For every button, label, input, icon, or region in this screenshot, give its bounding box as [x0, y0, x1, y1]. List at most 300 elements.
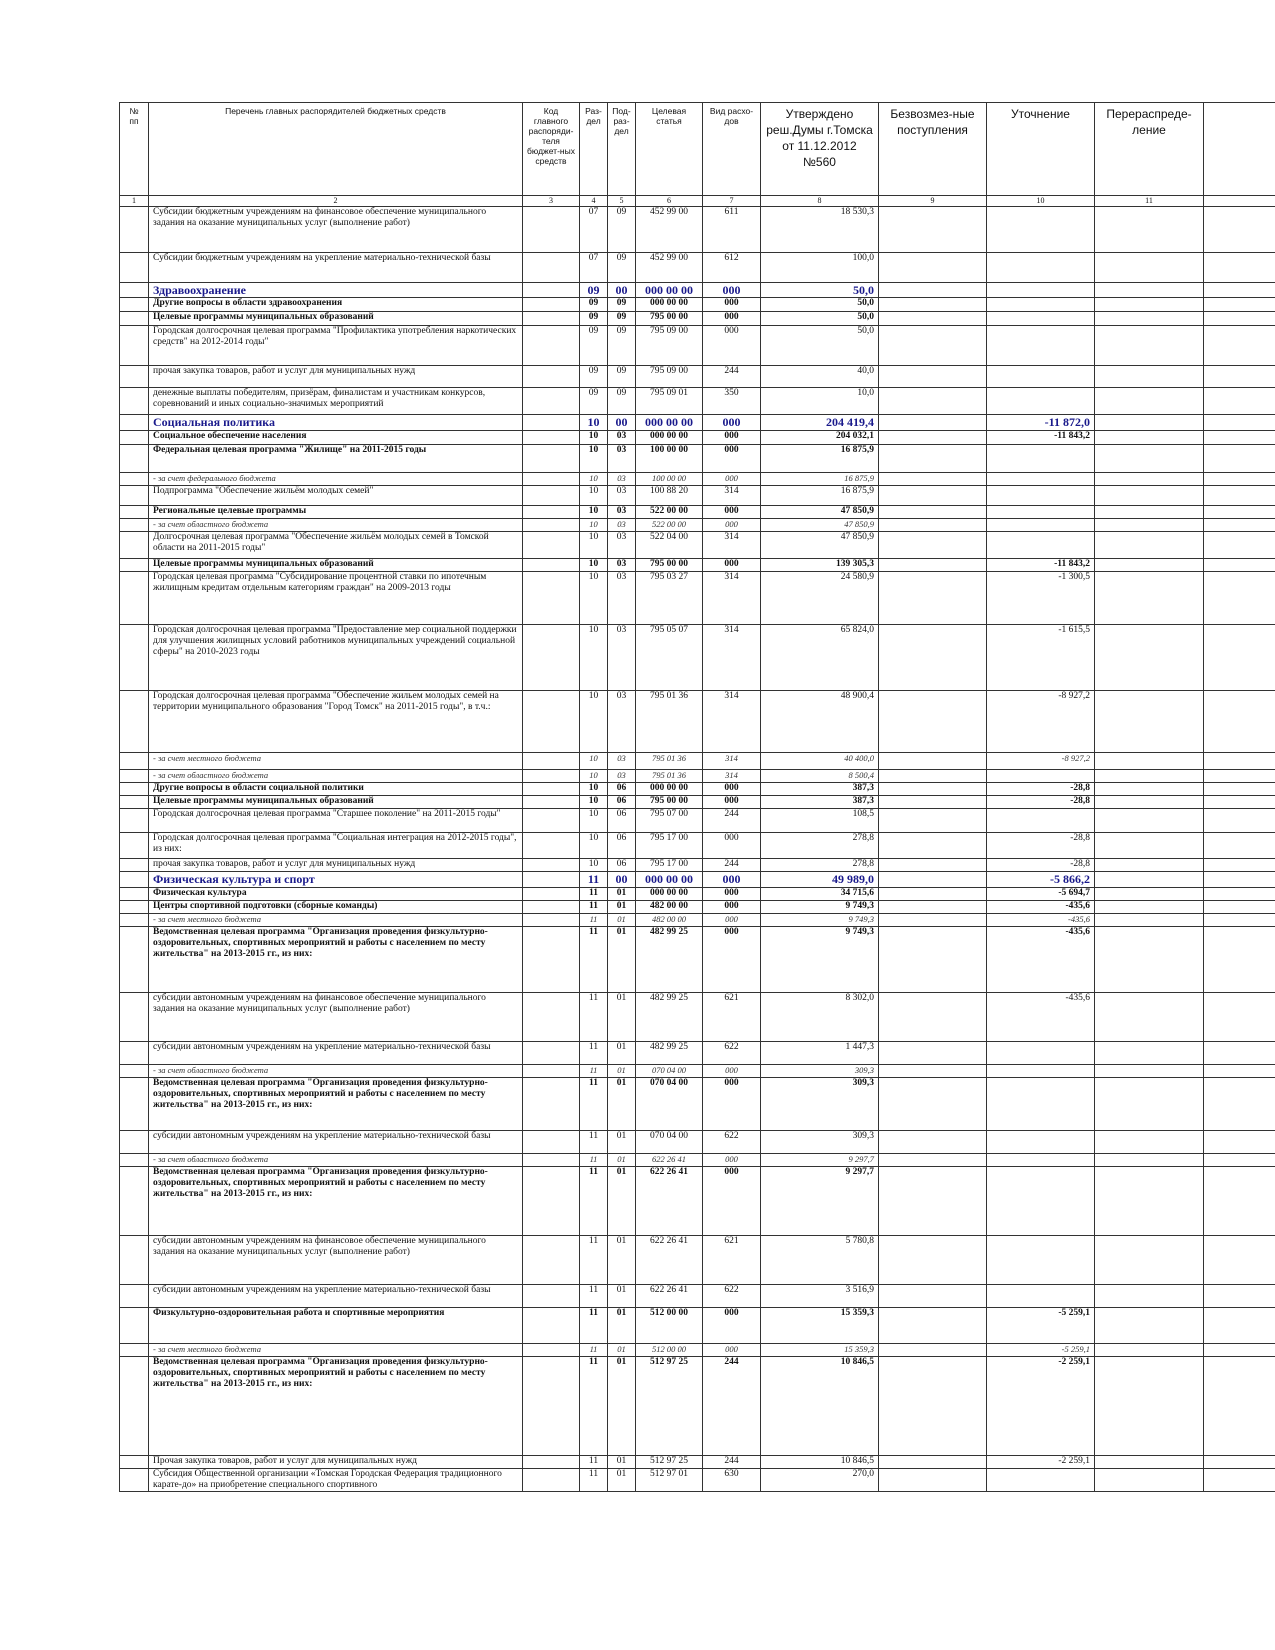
- row-utoch-cell: [987, 1065, 1095, 1078]
- row-razdel-cell: 11: [580, 1065, 608, 1078]
- row-utv-cell: 9 749,3: [761, 927, 879, 993]
- row-number-cell: [120, 1469, 149, 1492]
- row-number-cell: [120, 993, 149, 1042]
- row-razdel-cell: 10: [580, 691, 608, 753]
- row-name-cell: Городская долгосрочная целевая программа "Старшее поколение" на 2011-2015 годы": [149, 809, 523, 833]
- row-extra-cell: [1204, 796, 1275, 809]
- row-tsel-statya-cell: 522 04 00: [636, 532, 703, 559]
- row-utv-cell: 9 749,3: [761, 901, 879, 914]
- row-utoch-cell: -5 259,1: [987, 1344, 1095, 1357]
- row-tsel-statya-cell: 000 00 00: [636, 431, 703, 445]
- row-kod-cell: [523, 1065, 580, 1078]
- column-number: 6: [636, 196, 703, 207]
- row-pereraspr-cell: [1095, 473, 1204, 486]
- row-tsel-statya-cell: 795 17 00: [636, 833, 703, 859]
- row-number-cell: [120, 445, 149, 473]
- row-bezvozm-cell: [879, 901, 987, 914]
- row-extra-cell: [1204, 572, 1275, 625]
- row-name-cell: Другие вопросы в области социальной политики: [149, 783, 523, 796]
- row-number-cell: [120, 901, 149, 914]
- row-extra-cell: [1204, 388, 1275, 415]
- row-razdel-cell: 11: [580, 1236, 608, 1285]
- row-utoch-cell: [987, 1469, 1095, 1492]
- row-tsel-statya-cell: 622 26 41: [636, 1285, 703, 1308]
- row-utoch-cell: [987, 486, 1095, 506]
- row-tsel-statya-cell: 795 00 00: [636, 559, 703, 572]
- row-kod-cell: [523, 993, 580, 1042]
- row-utv-cell: 49 989,0: [761, 872, 879, 888]
- row-vid-cell: 000: [703, 901, 761, 914]
- row-number-cell: [120, 833, 149, 859]
- row-tsel-statya-cell: 070 04 00: [636, 1131, 703, 1154]
- row-kod-cell: [523, 833, 580, 859]
- row-number-cell: [120, 298, 149, 312]
- row-bezvozm-cell: [879, 1065, 987, 1078]
- row-bezvozm-cell: [879, 445, 987, 473]
- row-tsel-statya-cell: 795 01 36: [636, 691, 703, 753]
- row-tsel-statya-cell: 512 97 25: [636, 1357, 703, 1456]
- table-row: [120, 519, 1275, 532]
- table-row: [120, 901, 1275, 914]
- row-bezvozm-cell: [879, 770, 987, 783]
- row-utoch-cell: -11 843,2: [987, 431, 1095, 445]
- row-vid-cell: 314: [703, 625, 761, 691]
- row-kod-cell: [523, 519, 580, 532]
- row-number-cell: [120, 572, 149, 625]
- row-utoch-cell: [987, 1236, 1095, 1285]
- row-tsel-statya-cell: 000 00 00: [636, 888, 703, 901]
- column-number: 1: [120, 196, 149, 207]
- row-vid-cell: 611: [703, 207, 761, 253]
- header-name: Перечень главных распорядителей бюджетных средств: [149, 103, 523, 196]
- row-vid-cell: 000: [703, 326, 761, 366]
- row-pereraspr-cell: [1095, 1078, 1204, 1131]
- row-kod-cell: [523, 927, 580, 993]
- row-bezvozm-cell: [879, 783, 987, 796]
- row-razdel-cell: 11: [580, 1042, 608, 1065]
- table-row: [120, 253, 1275, 283]
- row-utv-cell: 3 516,9: [761, 1285, 879, 1308]
- row-utv-cell: 204 419,4: [761, 415, 879, 431]
- row-utoch-cell: [987, 1154, 1095, 1167]
- table-row: [120, 1078, 1275, 1131]
- row-pereraspr-cell: [1095, 1357, 1204, 1456]
- row-razdel-cell: 10: [580, 415, 608, 431]
- row-utv-cell: 1 447,3: [761, 1042, 879, 1065]
- row-pereraspr-cell: [1095, 753, 1204, 770]
- row-bezvozm-cell: [879, 927, 987, 993]
- table-body: [120, 207, 1275, 1492]
- row-vid-cell: 314: [703, 770, 761, 783]
- row-extra-cell: [1204, 519, 1275, 532]
- row-number-cell: [120, 770, 149, 783]
- table-row: [120, 927, 1275, 993]
- row-tsel-statya-cell: 622 26 41: [636, 1154, 703, 1167]
- row-extra-cell: [1204, 1042, 1275, 1065]
- table-row: [120, 486, 1275, 506]
- row-extra-cell: [1204, 927, 1275, 993]
- row-name-cell: Физическая культура: [149, 888, 523, 901]
- row-extra-cell: [1204, 326, 1275, 366]
- row-extra-cell: [1204, 253, 1275, 283]
- table-row: [120, 1154, 1275, 1167]
- row-utv-cell: 47 850,9: [761, 519, 879, 532]
- row-utv-cell: 50,0: [761, 283, 879, 298]
- row-kod-cell: [523, 888, 580, 901]
- row-podrazdel-cell: 03: [608, 519, 636, 532]
- row-bezvozm-cell: [879, 809, 987, 833]
- row-kod-cell: [523, 298, 580, 312]
- header-pereraspr: Перераспреде-ление: [1095, 103, 1204, 196]
- column-number: 4: [580, 196, 608, 207]
- row-extra-cell: [1204, 506, 1275, 519]
- row-tsel-statya-cell: 522 00 00: [636, 519, 703, 532]
- row-utoch-cell: [987, 770, 1095, 783]
- row-razdel-cell: 10: [580, 859, 608, 872]
- row-utv-cell: 204 032,1: [761, 431, 879, 445]
- row-vid-cell: 000: [703, 1344, 761, 1357]
- row-podrazdel-cell: 00: [608, 283, 636, 298]
- row-name-cell: Социальная политика: [149, 415, 523, 431]
- row-extra-cell: [1204, 473, 1275, 486]
- row-utv-cell: 65 824,0: [761, 625, 879, 691]
- row-utv-cell: 309,3: [761, 1131, 879, 1154]
- column-number: 9: [879, 196, 987, 207]
- row-vid-cell: 314: [703, 691, 761, 753]
- row-utoch-cell: -28,8: [987, 796, 1095, 809]
- row-bezvozm-cell: [879, 326, 987, 366]
- row-utv-cell: 108,5: [761, 809, 879, 833]
- row-podrazdel-cell: 01: [608, 914, 636, 927]
- table-row: [120, 859, 1275, 872]
- row-tsel-statya-cell: 000 00 00: [636, 783, 703, 796]
- row-kod-cell: [523, 431, 580, 445]
- row-name-cell: Долгосрочная целевая программа "Обеспечение жильём молодых семей в Томской области на 2011-2015 годы": [149, 532, 523, 559]
- row-tsel-statya-cell: 795 17 00: [636, 859, 703, 872]
- row-utv-cell: 270,0: [761, 1469, 879, 1492]
- table-row: [120, 783, 1275, 796]
- row-vid-cell: 000: [703, 833, 761, 859]
- row-razdel-cell: 10: [580, 473, 608, 486]
- row-tsel-statya-cell: 070 04 00: [636, 1078, 703, 1131]
- row-utoch-cell: [987, 809, 1095, 833]
- row-extra-cell: [1204, 1357, 1275, 1456]
- row-utoch-cell: -28,8: [987, 783, 1095, 796]
- row-name-cell: - за счет областного бюджета: [149, 1065, 523, 1078]
- row-utoch-cell: -28,8: [987, 859, 1095, 872]
- row-number-cell: [120, 326, 149, 366]
- header-kod: Код главного распоряди-теля бюджет-ных средств: [523, 103, 580, 196]
- row-tsel-statya-cell: 100 00 00: [636, 445, 703, 473]
- table-row: [120, 312, 1275, 326]
- row-kod-cell: [523, 1469, 580, 1492]
- header-utv: Утверждено реш.Думы г.Томска от 11.12.2012 №560: [761, 103, 879, 196]
- row-podrazdel-cell: 01: [608, 1456, 636, 1469]
- row-razdel-cell: 10: [580, 796, 608, 809]
- row-extra-cell: [1204, 486, 1275, 506]
- row-bezvozm-cell: [879, 473, 987, 486]
- row-number-cell: [120, 625, 149, 691]
- row-vid-cell: 621: [703, 1236, 761, 1285]
- header-bezvozm: Безвозмез-ные поступления: [879, 103, 987, 196]
- row-bezvozm-cell: [879, 753, 987, 770]
- row-bezvozm-cell: [879, 833, 987, 859]
- table-row: [120, 506, 1275, 519]
- row-utoch-cell: [987, 312, 1095, 326]
- row-name-cell: Физическая культура и спорт: [149, 872, 523, 888]
- row-number-cell: [120, 927, 149, 993]
- row-name-cell: Ведомственная целевая программа "Организация проведения физкультурно-оздоровительных, спортивных мероприятий и работы с населением по месту жительства" на 2013-2015 гг., из них:: [149, 1167, 523, 1236]
- row-utoch-cell: -5 866,2: [987, 872, 1095, 888]
- row-razdel-cell: 11: [580, 1469, 608, 1492]
- table-row: [120, 298, 1275, 312]
- row-utoch-cell: [987, 253, 1095, 283]
- row-razdel-cell: 11: [580, 872, 608, 888]
- row-podrazdel-cell: 01: [608, 1154, 636, 1167]
- row-tsel-statya-cell: 795 05 07: [636, 625, 703, 691]
- row-kod-cell: [523, 253, 580, 283]
- row-number-cell: [120, 1308, 149, 1344]
- row-number-cell: [120, 1167, 149, 1236]
- row-bezvozm-cell: [879, 506, 987, 519]
- row-utoch-cell: -435,6: [987, 993, 1095, 1042]
- row-razdel-cell: 09: [580, 326, 608, 366]
- row-kod-cell: [523, 559, 580, 572]
- row-utv-cell: 278,8: [761, 859, 879, 872]
- row-name-cell: Целевые программы муниципальных образований: [149, 796, 523, 809]
- row-pereraspr-cell: [1095, 1131, 1204, 1154]
- row-pereraspr-cell: [1095, 1344, 1204, 1357]
- row-number-cell: [120, 753, 149, 770]
- row-name-cell: субсидии автономным учреждениям на укрепление материально-технической базы: [149, 1285, 523, 1308]
- row-podrazdel-cell: 03: [608, 431, 636, 445]
- row-utoch-cell: -5 694,7: [987, 888, 1095, 901]
- table-row: [120, 1065, 1275, 1078]
- table-row: [120, 1131, 1275, 1154]
- row-podrazdel-cell: 06: [608, 809, 636, 833]
- row-number-cell: [120, 519, 149, 532]
- row-razdel-cell: 10: [580, 532, 608, 559]
- row-bezvozm-cell: [879, 388, 987, 415]
- row-vid-cell: 244: [703, 366, 761, 388]
- row-kod-cell: [523, 326, 580, 366]
- row-kod-cell: [523, 1154, 580, 1167]
- row-pereraspr-cell: [1095, 993, 1204, 1042]
- row-tsel-statya-cell: 482 99 25: [636, 1042, 703, 1065]
- row-kod-cell: [523, 691, 580, 753]
- row-razdel-cell: 10: [580, 506, 608, 519]
- row-number-cell: [120, 1236, 149, 1285]
- column-number: 7: [703, 196, 761, 207]
- row-bezvozm-cell: [879, 872, 987, 888]
- row-utv-cell: 50,0: [761, 312, 879, 326]
- row-podrazdel-cell: 03: [608, 753, 636, 770]
- row-utv-cell: 10,0: [761, 388, 879, 415]
- row-tsel-statya-cell: 795 09 01: [636, 388, 703, 415]
- row-tsel-statya-cell: 452 99 00: [636, 253, 703, 283]
- row-bezvozm-cell: [879, 1131, 987, 1154]
- table-row: [120, 833, 1275, 859]
- row-name-cell: - за счет областного бюджета: [149, 770, 523, 783]
- header-razdel: Раз-дел: [580, 103, 608, 196]
- row-utv-cell: 47 850,9: [761, 506, 879, 519]
- row-kod-cell: [523, 486, 580, 506]
- row-pereraspr-cell: [1095, 298, 1204, 312]
- row-bezvozm-cell: [879, 532, 987, 559]
- row-pereraspr-cell: [1095, 1236, 1204, 1285]
- row-number-cell: [120, 532, 149, 559]
- row-tsel-statya-cell: 000 00 00: [636, 298, 703, 312]
- row-vid-cell: 000: [703, 559, 761, 572]
- row-kod-cell: [523, 770, 580, 783]
- row-name-cell: субсидии автономным учреждениям на укрепление материально-технической базы: [149, 1131, 523, 1154]
- row-name-cell: субсидии автономным учреждениям на финансовое обеспечение муниципального задания на оказание муниципальных услуг (выполнение работ): [149, 993, 523, 1042]
- table-row: [120, 532, 1275, 559]
- row-vid-cell: 000: [703, 298, 761, 312]
- row-name-cell: - за счет федерального бюджета: [149, 473, 523, 486]
- row-pereraspr-cell: [1095, 927, 1204, 993]
- table-row: [120, 1285, 1275, 1308]
- row-extra-cell: [1204, 770, 1275, 783]
- row-utv-cell: 9 297,7: [761, 1167, 879, 1236]
- row-utv-cell: 387,3: [761, 783, 879, 796]
- row-bezvozm-cell: [879, 283, 987, 298]
- column-number-row: [120, 196, 1275, 207]
- table-row: [120, 572, 1275, 625]
- row-razdel-cell: 11: [580, 1285, 608, 1308]
- row-kod-cell: [523, 872, 580, 888]
- row-extra-cell: [1204, 559, 1275, 572]
- row-razdel-cell: 10: [580, 833, 608, 859]
- row-extra-cell: [1204, 1154, 1275, 1167]
- row-vid-cell: 622: [703, 1131, 761, 1154]
- row-name-cell: - за счет областного бюджета: [149, 519, 523, 532]
- row-tsel-statya-cell: 795 09 00: [636, 326, 703, 366]
- header-podrazdel: Под-раз-дел: [608, 103, 636, 196]
- row-razdel-cell: 11: [580, 1154, 608, 1167]
- row-bezvozm-cell: [879, 519, 987, 532]
- row-kod-cell: [523, 312, 580, 326]
- row-utv-cell: 309,3: [761, 1078, 879, 1131]
- row-pereraspr-cell: [1095, 914, 1204, 927]
- row-kod-cell: [523, 1456, 580, 1469]
- row-name-cell: Региональные целевые программы: [149, 506, 523, 519]
- row-number-cell: [120, 1131, 149, 1154]
- table-row: [120, 559, 1275, 572]
- row-pereraspr-cell: [1095, 388, 1204, 415]
- column-number: 10: [987, 196, 1095, 207]
- table-row: [120, 431, 1275, 445]
- table-row: [120, 809, 1275, 833]
- row-vid-cell: 000: [703, 927, 761, 993]
- row-podrazdel-cell: 00: [608, 415, 636, 431]
- row-razdel-cell: 11: [580, 1167, 608, 1236]
- row-pereraspr-cell: [1095, 783, 1204, 796]
- budget-table: [119, 102, 1275, 1492]
- row-name-cell: прочая закупка товаров, работ и услуг для муниципальных нужд: [149, 366, 523, 388]
- row-number-cell: [120, 1078, 149, 1131]
- row-name-cell: Субсидии бюджетным учреждениям на укрепление материально-технической базы: [149, 253, 523, 283]
- table-row: [120, 388, 1275, 415]
- row-razdel-cell: 09: [580, 298, 608, 312]
- row-number-cell: [120, 1285, 149, 1308]
- row-kod-cell: [523, 859, 580, 872]
- row-kod-cell: [523, 901, 580, 914]
- row-extra-cell: [1204, 809, 1275, 833]
- row-extra-cell: [1204, 1469, 1275, 1492]
- row-tsel-statya-cell: 622 26 41: [636, 1236, 703, 1285]
- row-tsel-statya-cell: 000 00 00: [636, 415, 703, 431]
- row-pereraspr-cell: [1095, 431, 1204, 445]
- row-vid-cell: 622: [703, 1042, 761, 1065]
- row-number-cell: [120, 1065, 149, 1078]
- row-pereraspr-cell: [1095, 572, 1204, 625]
- row-vid-cell: 314: [703, 753, 761, 770]
- row-bezvozm-cell: [879, 431, 987, 445]
- row-extra-cell: [1204, 431, 1275, 445]
- row-utoch-cell: [987, 445, 1095, 473]
- row-name-cell: - за счет местного бюджета: [149, 753, 523, 770]
- row-tsel-statya-cell: 482 00 00: [636, 901, 703, 914]
- table-row: [120, 796, 1275, 809]
- row-extra-cell: [1204, 532, 1275, 559]
- row-razdel-cell: 11: [580, 993, 608, 1042]
- row-extra-cell: [1204, 1078, 1275, 1131]
- row-name-cell: Субсидия Общественной организации «Томская Городская Федерация традиционного карате-до» на приобретение специального спортивного: [149, 1469, 523, 1492]
- row-podrazdel-cell: 01: [608, 1344, 636, 1357]
- row-podrazdel-cell: 03: [608, 559, 636, 572]
- row-utoch-cell: -5 259,1: [987, 1308, 1095, 1344]
- row-vid-cell: 000: [703, 415, 761, 431]
- row-vid-cell: 000: [703, 783, 761, 796]
- row-bezvozm-cell: [879, 691, 987, 753]
- row-razdel-cell: 11: [580, 1131, 608, 1154]
- row-podrazdel-cell: 01: [608, 927, 636, 993]
- row-pereraspr-cell: [1095, 1065, 1204, 1078]
- row-podrazdel-cell: 01: [608, 1308, 636, 1344]
- row-kod-cell: [523, 1131, 580, 1154]
- row-name-cell: - за счет местного бюджета: [149, 914, 523, 927]
- row-razdel-cell: 10: [580, 559, 608, 572]
- row-tsel-statya-cell: 482 99 25: [636, 993, 703, 1042]
- row-pereraspr-cell: [1095, 833, 1204, 859]
- budget-table-sheet: [119, 102, 1275, 1492]
- row-vid-cell: 630: [703, 1469, 761, 1492]
- row-name-cell: Целевые программы муниципальных образований: [149, 312, 523, 326]
- row-pereraspr-cell: [1095, 1154, 1204, 1167]
- row-podrazdel-cell: 03: [608, 473, 636, 486]
- row-extra-cell: [1204, 1065, 1275, 1078]
- row-podrazdel-cell: 01: [608, 1167, 636, 1236]
- row-number-cell: [120, 506, 149, 519]
- row-utv-cell: 16 875,9: [761, 445, 879, 473]
- row-tsel-statya-cell: 512 00 00: [636, 1344, 703, 1357]
- row-name-cell: Ведомственная целевая программа "Организация проведения физкультурно-оздоровительных, спортивных мероприятий и работы с населением по месту жительства" на 2013-2015 гг., из них:: [149, 1357, 523, 1456]
- row-vid-cell: 000: [703, 1065, 761, 1078]
- table-row: [120, 1236, 1275, 1285]
- row-name-cell: субсидии автономным учреждениям на финансовое обеспечение муниципального задания на оказание муниципальных услуг (выполнение работ): [149, 1236, 523, 1285]
- row-kod-cell: [523, 914, 580, 927]
- row-kod-cell: [523, 1236, 580, 1285]
- row-tsel-statya-cell: 512 00 00: [636, 1308, 703, 1344]
- row-name-cell: Здравоохранение: [149, 283, 523, 298]
- row-vid-cell: 000: [703, 312, 761, 326]
- table-row: [120, 207, 1275, 253]
- row-pereraspr-cell: [1095, 1285, 1204, 1308]
- row-extra-cell: [1204, 888, 1275, 901]
- table-row: [120, 473, 1275, 486]
- row-extra-cell: [1204, 1167, 1275, 1236]
